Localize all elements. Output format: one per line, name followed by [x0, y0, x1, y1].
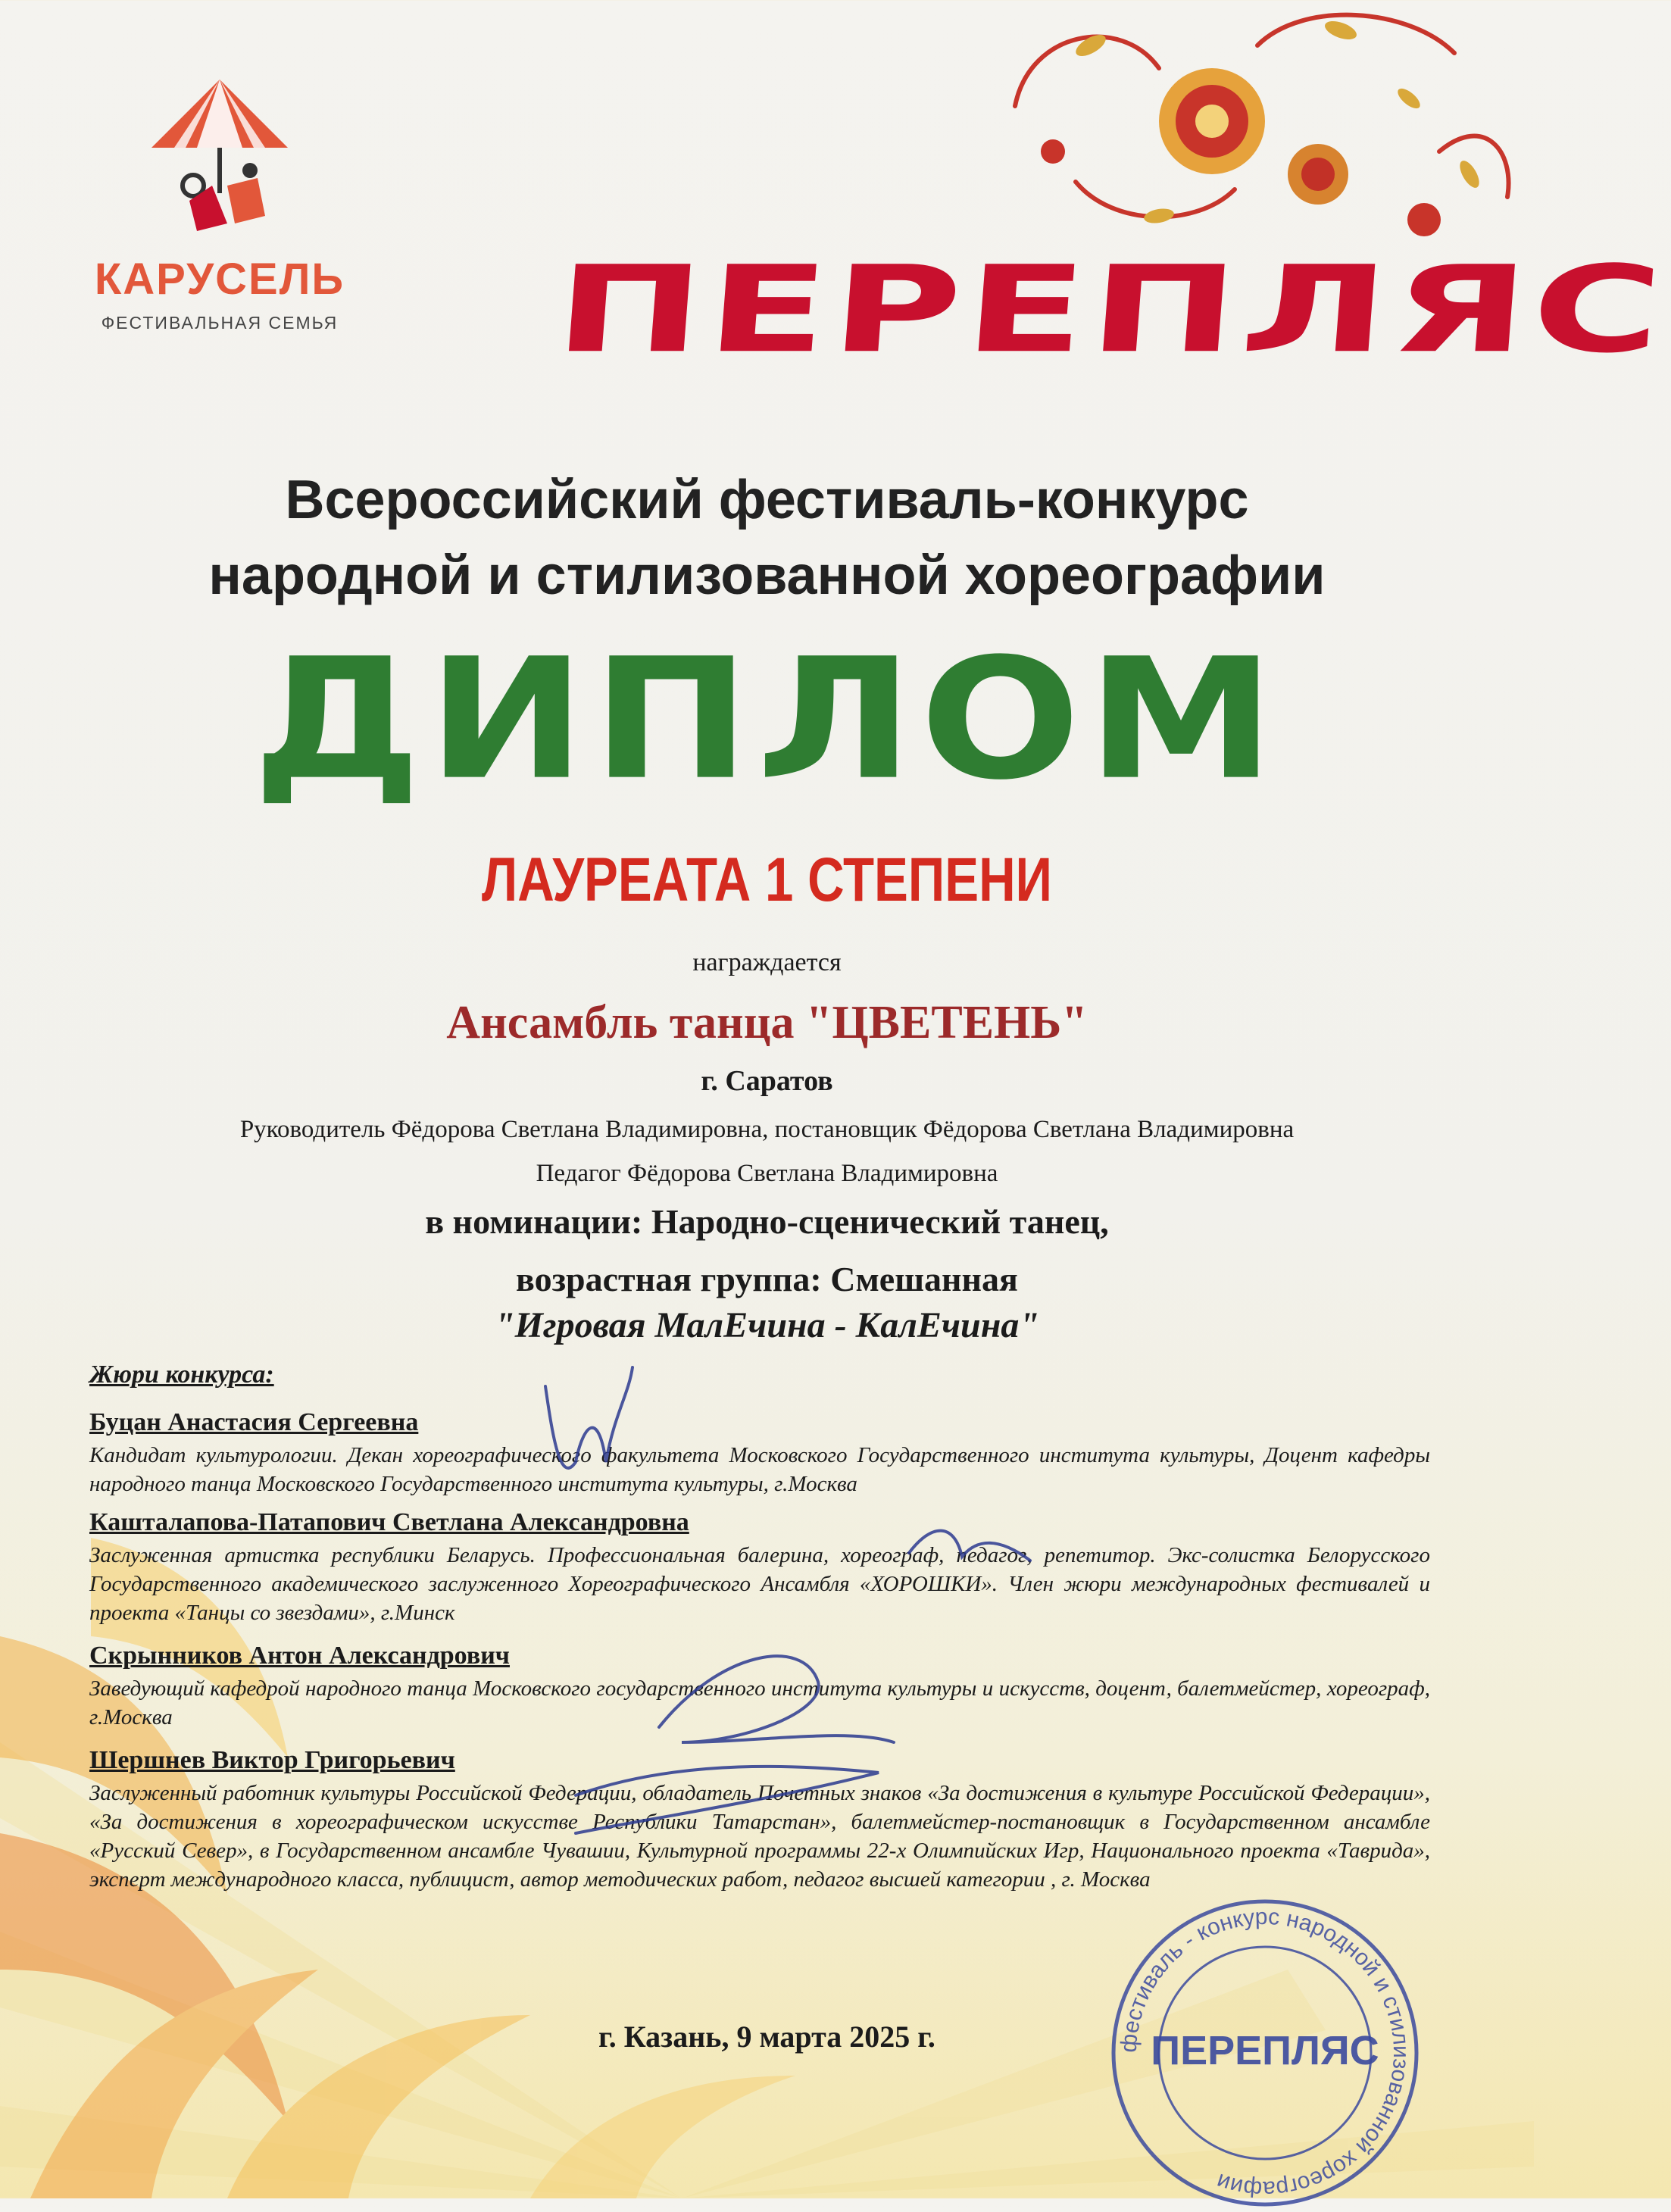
nomination-line: в номинации: Народно-сценический танец, [425, 1202, 1109, 1241]
jury-member-name: Скрынников Антон Александрович [89, 1642, 510, 1670]
stamp-center-text: ПЕРЕПЛЯС [1151, 2028, 1379, 2073]
jury-member-name: Шершнев Виктор Григорьевич [89, 1746, 455, 1774]
khokhloma-ornament [985, 0, 1534, 242]
jury-member-description: Заслуженная артистка республики Беларусь. Профессиональная балерина, хореограф, педагог, репетитор. Экс-солистка Белорусского Государственного академического заслуженного Хореографического Ансамбля «ХОРОШКИ». Член жюри международных фестивалей и проекта «Танцы со звездами», г.Минск [89, 1543, 1430, 1625]
ensemble-name: Ансамбль танца "ЦВЕТЕНЬ" [446, 997, 1088, 1048]
logo-title: КАРУСЕЛЬ [94, 255, 345, 304]
jury-heading: Жюри конкурса: [89, 1361, 274, 1389]
jury-member-description: Кандидат культурологии. Декан хореографического факультета Московского Государственного института культуры, Доцент кафедры народного танца Московского Государственного института культуры, г.Москва [89, 1443, 1430, 1496]
subtitle-line: Всероссийский фестиваль-конкурс [285, 470, 1249, 530]
diploma-title: ДИПЛОМ [252, 622, 1282, 817]
city: г. Саратов [701, 1065, 833, 1097]
jury-member-name: Буцан Анастасия Сергеевна [89, 1408, 419, 1436]
festival-subtitle [0, 462, 1534, 614]
nomination-line: возрастная группа: Смешанная [516, 1260, 1018, 1298]
stamp-ring-text: фестиваль - конкурс народной и стилизованной хореографии [1116, 1904, 1414, 2202]
work-title: "Игровая МалЕчина - КалЕчина" [494, 1305, 1040, 1345]
leaders-line: Руководитель Фёдорова Светлана Владимировна, постановщик Фёдорова Светлана Владимировна [239, 1116, 1295, 1143]
festival-logo [76, 72, 364, 345]
carousel-icon [144, 72, 295, 246]
logo-subtitle: ФЕСТИВАЛЬНАЯ СЕМЬЯ [101, 313, 339, 333]
degree-title: ЛАУРЕАТА 1 СТЕПЕНИ [482, 845, 1052, 914]
jury-member-name: Кашталапова-Патапович Светлана Александровна [89, 1508, 689, 1536]
leaders-block [0, 1108, 1534, 1195]
jury-member-description: Заслуженный работник культуры Российской Федерации, обладатель Почетных знаков «За достижения в культуре Российской Федерации», «За достижения в хореографическом искусстве Республики Татарстан», балетмейстер-постановщик в Государственном ансамбле «Русский Север», в Государственном ансамбле Чувашии, Культурной программы 22-х Олимпийских Игр, Национального проекта «Таврида», эксперт международного класса, публицист, автор методических работ, педагог высшей категории , г. Москва [89, 1781, 1430, 1892]
festival-stamp [1106, 1894, 1424, 2212]
subtitle-line: народной и стилизованной хореографии [208, 545, 1326, 606]
awarded-text: награждается [692, 948, 842, 976]
nomination-block [0, 1193, 1534, 1308]
jury-member-description: Заведующий кафедрой народного танца Московского государственного института культуры и искусств, доцент, балетмейстер, хореограф, г.Москва [89, 1676, 1430, 1729]
jury-section [89, 1356, 1430, 1894]
leaders-line: Педагог Фёдорова Светлана Владимировна [536, 1160, 998, 1187]
date-line: г. Казань, 9 марта 2025 г. [598, 2020, 935, 2054]
festival-name: ПЕРЕПЛЯС [550, 240, 1671, 380]
